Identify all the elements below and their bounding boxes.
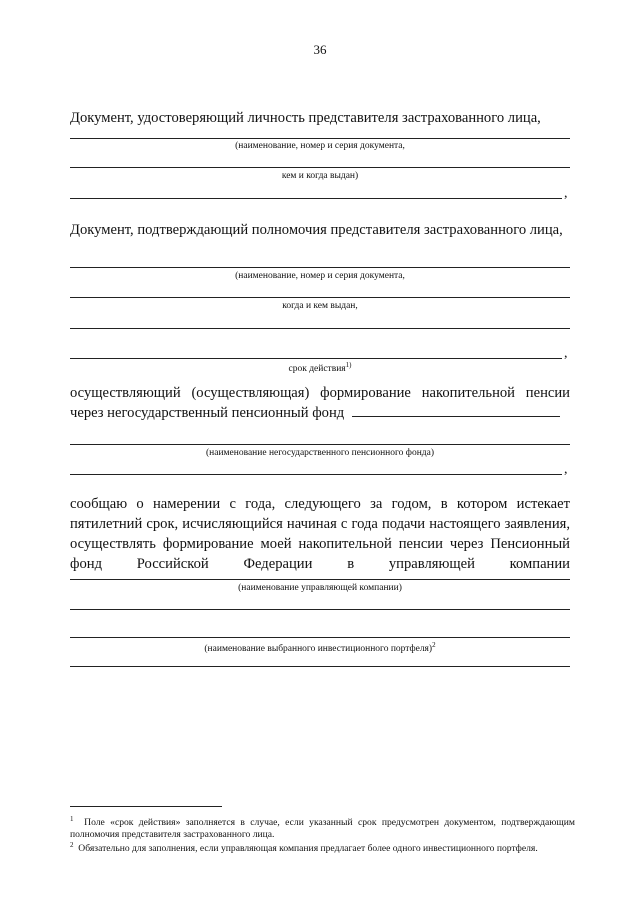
- footnote-separator: [70, 806, 222, 807]
- identity-document-field-3[interactable]: [70, 198, 562, 199]
- portfolio-footnote-mark: 2: [432, 641, 436, 649]
- identity-document-comma: ,: [564, 186, 568, 201]
- page-number: 36: [313, 42, 327, 57]
- footnote-1-mark: 1: [70, 815, 74, 823]
- management-company-caption: (наименование управляющей компании): [238, 583, 402, 593]
- footnote-2-text: Обязательно для заполнения, если управляющая компания предлагает более одного инвестиционного портфеля.: [78, 843, 538, 855]
- validity-footnote-mark: 1): [345, 361, 352, 369]
- management-company-field-2[interactable]: [70, 609, 570, 610]
- npf-field-1[interactable]: [70, 444, 570, 445]
- validity-caption: [70, 361, 570, 374]
- identity-document-heading: Документ, удостоверяющий личность представителя застрахованного лица,: [70, 110, 541, 126]
- identity-document-caption-1: (наименование, номер и серия документа,: [235, 141, 405, 151]
- npf-name-field[interactable]: [352, 403, 560, 417]
- authority-document-field-1[interactable]: [70, 267, 570, 268]
- authority-document-comma: ,: [564, 346, 568, 361]
- identity-document-caption-2: кем и когда выдан): [281, 171, 359, 181]
- validity-caption-text: срок действия: [288, 364, 346, 375]
- npf-field-2[interactable]: [70, 474, 562, 475]
- identity-document-field-1[interactable]: [70, 138, 570, 139]
- portfolio-caption-text: (наименование выбранного инвестиционного портфеля): [204, 644, 433, 655]
- footnote-2-mark: 2: [70, 841, 74, 849]
- npf-caption: (наименование негосударственного пенсионного фонда): [206, 448, 434, 458]
- footnote-2: [70, 839, 575, 855]
- authority-document-field-2[interactable]: [70, 297, 570, 298]
- authority-document-field-4[interactable]: [70, 358, 562, 359]
- authority-document-heading: Документ, подтверждающий полномочия представителя застрахованного лица,: [70, 222, 563, 238]
- npf-line-1: осуществляющий (осуществляющая) формирование накопительной пенсии: [70, 385, 570, 401]
- npf-line-2-text: через негосударственный пенсионный фонд: [70, 405, 345, 421]
- portfolio-caption: [70, 641, 570, 654]
- portfolio-field-1[interactable]: [70, 637, 570, 638]
- authority-document-caption-1: (наименование, номер и серия документа,: [235, 271, 405, 281]
- management-company-field-1[interactable]: [70, 579, 570, 580]
- authority-document-field-3[interactable]: [70, 328, 570, 329]
- portfolio-field-2[interactable]: [70, 666, 570, 667]
- npf-line-2: [70, 403, 560, 423]
- npf-comma: ,: [564, 462, 568, 477]
- footnote-1: [70, 813, 575, 841]
- authority-document-caption-2: когда и кем выдан,: [282, 301, 358, 311]
- intention-statement: сообщаю о намерении с года, следующего за годом, в котором истекает пятилетний срок, исчисляющийся начиная с года подачи настоящего заявления, осуществлять формирование моей накопительной пенсии через Пенсионный фонд Российской Федерации в управляющей компании: [70, 496, 570, 572]
- identity-document-field-2[interactable]: [70, 167, 570, 168]
- footnote-1-text: Поле «срок действия» заполняется в случае, если указанный срок предусмотрен документом, подтверждающим полномочия представителя застрахованного лица.: [70, 817, 575, 841]
